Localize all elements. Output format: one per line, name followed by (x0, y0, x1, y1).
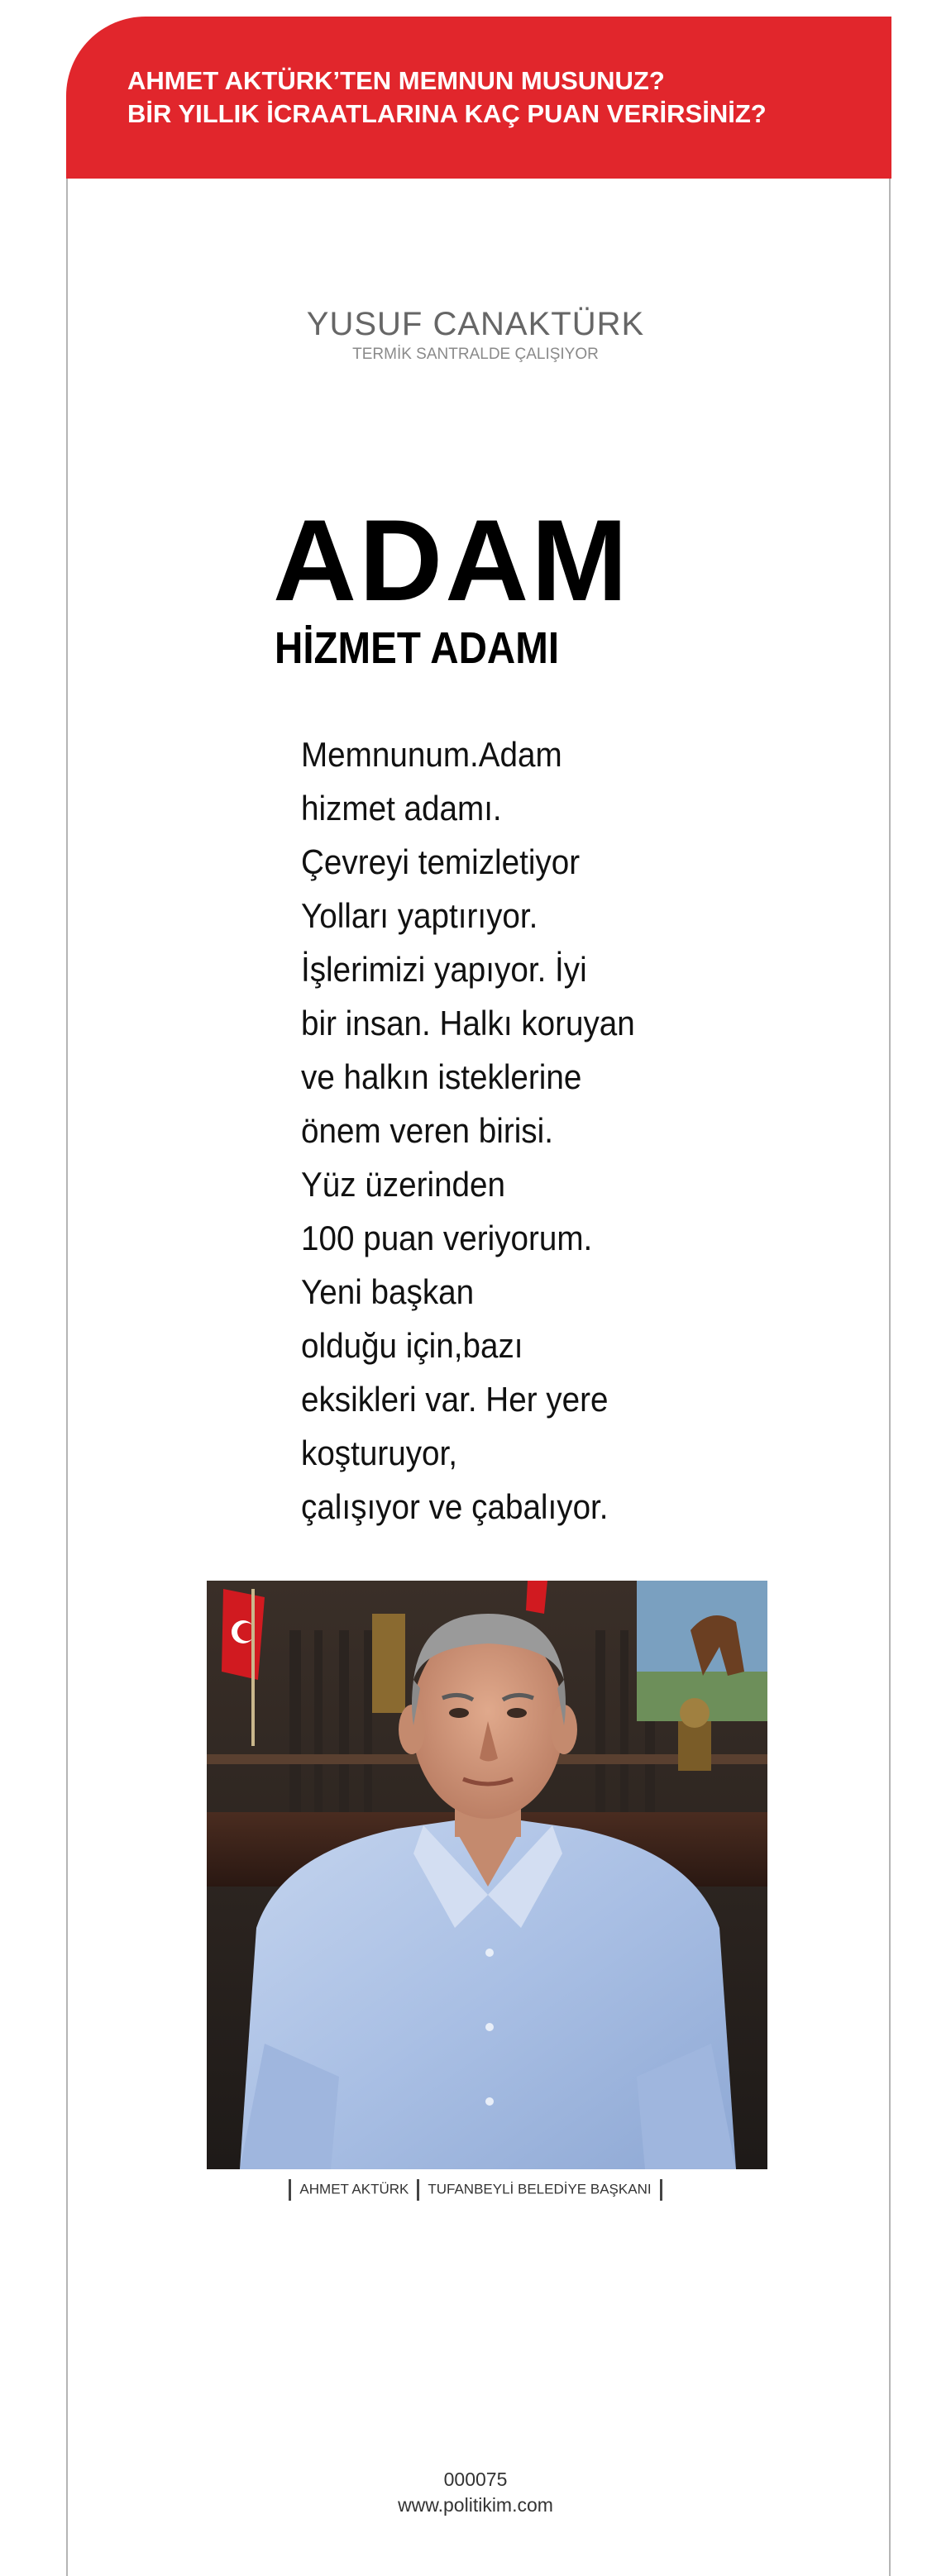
quote-line: koşturuyor, (301, 1433, 458, 1472)
caption-divider (417, 2179, 419, 2201)
quote-line: Çevreyi temizletiyor (301, 842, 581, 881)
quote-line: Yeni başkan (301, 1272, 475, 1311)
headline: ADAM (273, 495, 630, 625)
footer (0, 2467, 951, 2518)
frame-right-rule (889, 179, 891, 2576)
quote-body (301, 727, 681, 1534)
header-banner (66, 17, 891, 179)
quote-line: eksikleri var. Her yere (301, 1380, 609, 1419)
quote-line: Memnunum.Adam (301, 735, 562, 774)
banner-question-2: BİR YILLIK İCRAATLARINA KAÇ PUAN VERİRSİNİZ? (127, 99, 767, 128)
banner-question-1: AHMET AKTÜRK’TEN MEMNUN MUSUNUZ? (127, 66, 665, 95)
photo-caption (0, 2178, 951, 2202)
caption-title: TUFANBEYLİ BELEDİYE BAŞKANI (428, 2181, 652, 2197)
quote-line: olduğu için,bazı (301, 1326, 523, 1365)
quote-line: bir insan. Halkı koruyan (301, 1004, 635, 1042)
portrait-photo (207, 1581, 767, 2169)
author-name: YUSUF CANAKTÜRK (306, 306, 645, 342)
quote-line: Yüz üzerinden (301, 1165, 506, 1204)
author-block (0, 304, 951, 365)
quote-line: ve halkın isteklerine (301, 1057, 582, 1096)
quote-line: 100 puan veriyorum. (301, 1219, 593, 1257)
caption-name: AHMET AKTÜRK (299, 2181, 409, 2197)
author-occupation: TERMİK SANTRALDE ÇALIŞIYOR (352, 346, 599, 363)
quote-line: İşlerimizi yapıyor. İyi (301, 950, 587, 989)
footer-url: www.politikim.com (398, 2494, 553, 2516)
subheadline: HİZMET ADAMI (275, 623, 560, 673)
quote-line: Yolları yaptırıyor. (301, 896, 538, 935)
footer-code: 000075 (443, 2469, 508, 2490)
quote-line: çalışıyor ve çabalıyor. (301, 1487, 609, 1526)
quote-line: hizmet adamı. (301, 789, 502, 828)
caption-divider (660, 2179, 662, 2201)
frame-left-rule (66, 179, 68, 2576)
caption-divider (289, 2179, 291, 2201)
quote-line: önem veren birisi. (301, 1111, 553, 1150)
